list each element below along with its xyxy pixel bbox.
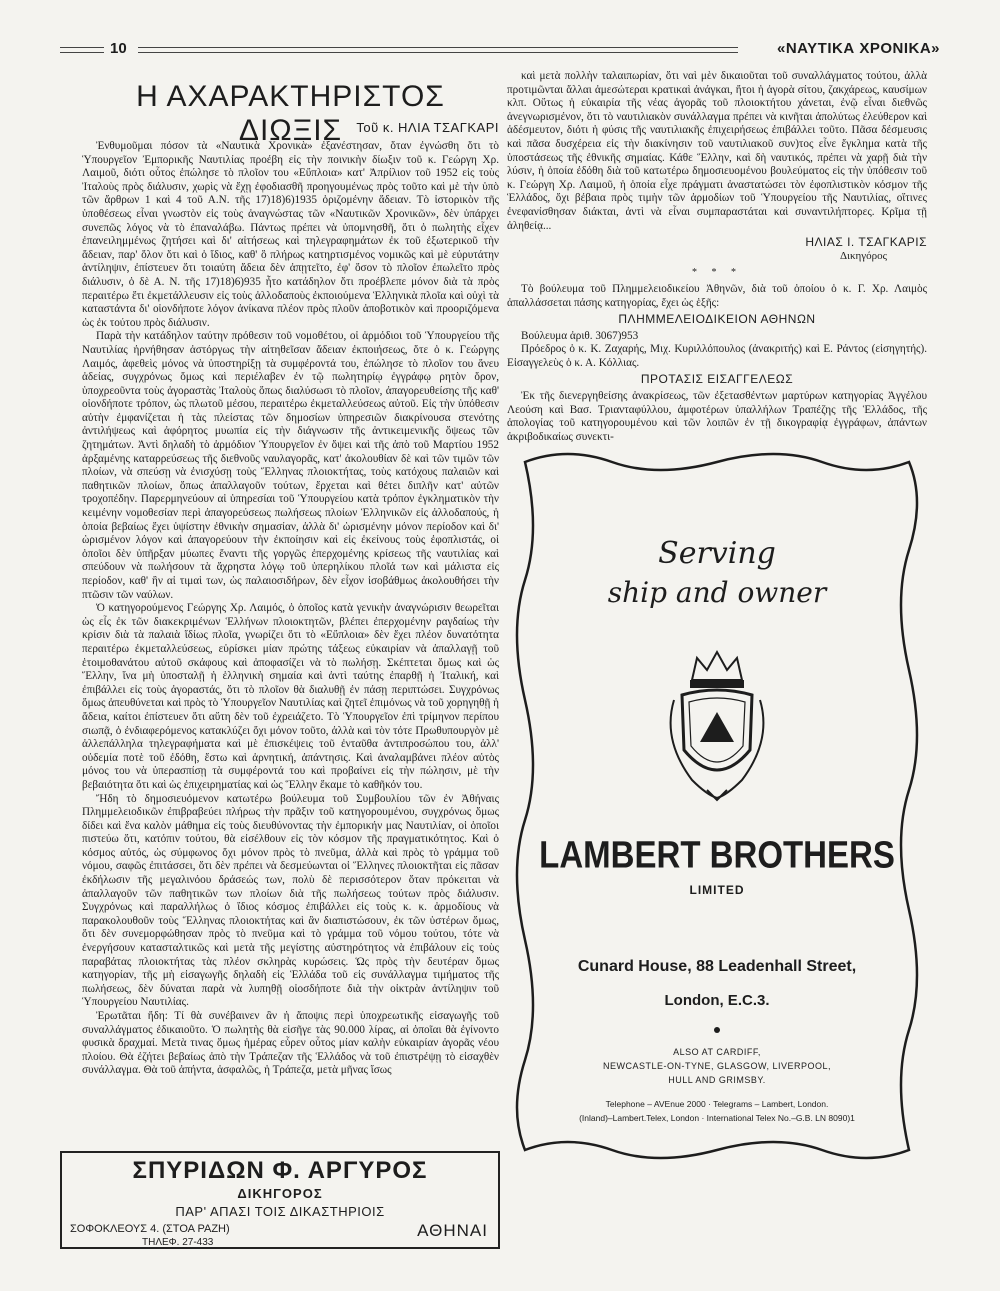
crown-anchor-emblem-icon bbox=[662, 640, 772, 810]
article-paragraph: Ἐνθυμοῦμαι πόσον τὰ «Ναυτικὰ Χρονικὰ» ἐξανέστησαν, ὅταν ἐγνώσθη ὅτι τὸ Ὑπουργεῖον Ἐμπορικῆς Ναυτιλίας προέβη εἰς τὴν ποινικὴν δίωξιν τοῦ κ. Γεώργη Χρ. Λαιμοῦ, διότι οὗτος ἐπώλησε τὸ πλοῖον του «Εὔπλοια» κατ' Ἀπρίλιον τοῦ 1952 εἰς τοὺς Ἰταλοὺς πρὸς διάλυσιν, χωρὶς νὰ ἔχῃ ἐφοδιασθῆ προηγουμένως πρὸς τοῦτο καὶ μὲ τὴν ὑπὸ τῶν ἄρθρων 1 καὶ 4 τοῦ Α.Ν. τῆς 17)18)6)1935 ὁριζομένην ἄδειαν. Τὸ ἱστορικὸν τῆς ὑποθέσεως εἶναι γνωστὸν εἰς τοὺς ἀναγνώστας τῶν «Ναυτικῶν Χρονικῶν», δὲν ὑπάρχει συνεπῶς λόγος νὰ τὸ ἐπαναλάβω. Πάντως πρέπει νὰ ὑπομνησθῆ, ὅτι ὁ πωλητὴς εἶχεν ἐπανειλημμένως ζητήσει καὶ δι' αἰτήσεως καὶ τηλεγραφημάτων ἐκ τοῦ ἐξωτερικοῦ τὴν ἄδειαν, παρ' ὅλον ὅτι καὶ ὁ ἴδιος, καθ' ὃ πλήρως κατηρτισμένος νομικῶς καὶ μὲ εὐρυτάτην ἀντίληψιν, ἐπίστευεν ὅτι τοιαύτη ἄδεια δὲν ἀπῃτεῖτο, ἐφ' ὅσον τὸ πλοῖον ἐπωλεῖτο πρὸς διάλυσιν, ὁ δὲ Α. Ν. τῆς 17)18)6)935 ἦτο κατάδηλον ὅτι προέβλεπε μόνον διὰ τὰ πρὸς περαιτέρω ἔτι ἐκμετάλλευσιν εἰς τοὺς ἀλλοδαποὺς ἐκποιούμενα Ἑλληνικὰ πλοῖα καὶ οὐχὶ τὰ καταστάντα δι' οἱονδήποτε λόγον ἀνίκανα πλέον πρὸς πλοῦν ἀποβοτικὸν καὶ προοριζόμενα ὡς ἐκ τούτου πρὸς διάλυσιν. bbox=[82, 140, 499, 329]
company-city: London, E.C.3. bbox=[664, 992, 770, 1009]
branch-cities-2: HULL AND GRIMSBY. bbox=[668, 1075, 766, 1085]
article-right-column bbox=[507, 70, 927, 443]
article-byline: Τοῦ κ. ΗΛΙΑ ΤΣΑΓΚΑΡΙ bbox=[356, 120, 499, 135]
company-name: LAMBERT BROTHERS bbox=[539, 833, 895, 876]
magazine-name: «ΝΑΥΤΙΚΑ ΧΡΟΝΙΚΑ» bbox=[777, 40, 940, 57]
slogan-line-1: Serving bbox=[658, 536, 776, 571]
page-number: 10 bbox=[110, 40, 127, 57]
lawyer-advertisement bbox=[60, 1151, 500, 1249]
decision-number: Βούλευμα ἀριθ. 3067)953 bbox=[521, 329, 639, 342]
section-separator: * * * bbox=[692, 267, 742, 279]
company-telephone: Telephone – AVEnue 2000 · Telegrams – Lambert, London. bbox=[605, 1099, 829, 1109]
bullet-dot bbox=[714, 1027, 720, 1033]
article-paragraph: Ἤδη τὸ δημοσιευόμενον κατωτέρω βούλευμα τοῦ Συμβουλίου τῶν ἐν Ἀθήναις Πλημμελειοδικῶν ἐπιβραβεύει πλήρως τὴν πρᾶξιν τοῦ κατηγορουμένου, συγχρόνως ὅμως δίδει καὶ ἕνα καλὸν μάθημα εἰς τοὺς διευθύνοντας τὴν ἐμπορικήν μας Ναυτιλίαν, οἱ ὁποῖοι πιστεύω ὅτι, κατόπιν τούτου, θὰ εἰσέλθουν εἰς τὸν κόσμον τῆς πραγματικότητος. Καὶ ὁ κόσμος αὐτός, ὡς σύμφωνος ὄχι μόνον πρὸς τὸ πνεῦμα, ἀλλὰ καὶ πρὸς τὸ γράμμα τοῦ νόμου, σαφῶς ἐπιτάσσει, ὅτι δὲν πρέπει νὰ δεσμεύωνται οἱ Ἕλληνες πλοιοκτῆται εἰς πᾶσαν ἐκδήλωσιν τῆς μεγαλινόου δράσεώς των, πολὺ δὲ περισσότερον ὅταν πρόκειται νὰ ἀπαλλαγοῦν τῶν παθητικῶν των πλοίων διὰ τῆς πωλήσεως τούτων πρὸς διάλυσιν. Συγχρόνως καὶ παραλλήλως ὁ ἴδιος κόσμος ἐπιβάλλει εἰς τοὺς κ. κ. ἁρμοδίους νὰ παρακολουθοῦν τοὺς Ἕλληνας πλοιοκτήτας καὶ ἂν διαπιστώσουν, ἐκ τῶν ὑστέρων ὅμως, ὅτι δὲν συνεμορφώθησαν πρὸς τὸ πνεῦμα καὶ τὸ γράμμα τοῦ νόμου τούτου, τότε νὰ ἐνεργήσουν κατασταλτικῶς καὶ μετὰ τῆς μεγίστης αὐστηρότητος νὰ ἐπιβάλουν εἰς τοὺς παραβάτας πλοιοκτήτας τὰς πλέον σκληρὰς κυρώσεις. Ὡς πρὸς τὴν δευτέραν ὅμως κατηγορίαν, τῆς μὴ εἰσαγωγῆς δηλαδὴ εἰς Ἑλλάδα τοῦ εἰς συνάλλαγμα τιμήματος τῆς πωλήσεως, δὲν δύναται παρὰ νὰ λυπηθῇ οἱοσδήποτε διὰ τὴν οἰκτρὰν ἀντίληψιν τοῦ Ὑπουργείου Ναυτιλίας. bbox=[82, 792, 499, 1009]
header-rule-middle bbox=[138, 47, 738, 53]
proposal-text: Ἐκ τῆς διενεργηθείσης ἀνακρίσεως, τῶν ἐξετασθέντων μαρτύρων κατηγορίας Ἀγγέλου Λεούση καὶ Βασ. Τριανταφύλλου, ἀμφοτέρων ὑπαλλήλων Τραπέζης τῆς Ἑλλάδος, τῆς ἀπολογίας τοῦ κατηγορουμένου καὶ τῶν λοιπῶν ἐν τῇ δικογραφίᾳ ἐγγράφων, ἁπάντων ἀκριβοδικαίως συνεκτι- bbox=[507, 390, 927, 443]
author-title: Δικηγόρος bbox=[839, 249, 887, 262]
article-left-column bbox=[82, 140, 499, 1155]
proposal-heading: ΠΡΟΤΑΣΙΣ ΕΙΣΑΓΓΕΛΕΩΣ bbox=[640, 372, 794, 387]
article-title: Η ΑΧΑΡΑΚΤΗΡΙΣΤΟΣ ΔΙΩΞΙΣ bbox=[136, 80, 445, 147]
company-telex: (Inland)–Lambert.Telex, London · International Telex No.–G.B. LN 8090)1 bbox=[579, 1113, 855, 1123]
branch-intro: ALSO AT CARDIFF, bbox=[673, 1047, 761, 1057]
article-paragraph: καὶ μετὰ πολλὴν ταλαιπωρίαν, ὅτι ναὶ μὲν δικαιοῦται τοῦ συναλλάγματος τούτου, ἀλλὰ προτιμῶνται ἄλλαι ἀμεσώτεραι κρατικαὶ ἀνάγκαι, ἤτοι ἡ ἀγορὰ σίτου, ζακχάρεως, καυσίμων κλπ. Οὕτως ἡ εὐκαιρία τῆς νέας ἀγορᾶς τοῦ πλοιοκτήτου χάνεται, ἐνῷ εἶναι διεθνῶς ἀνεγνωρισμένον, ὅτι τὸ ναυτιλιακὸν συνάλλαγμα πρέπει νὰ κινῆται ἀπολύτως ἐλεύθερον καὶ ἀδέσμευτον, διότι ἡ φύσις τῆς ναυτιλιακῆς ἐπιχειρήσεως ἐπιβάλλει τοῦτο. Πᾶσα δέσμευσις καὶ πᾶσα δυσχέρεια εἰς τὴν διακίνησιν τοῦ ναυτιλιακοῦ συν)τος εἶνε ἔγκλημα κατὰ τῆς ὑποστάσεως τῆς ἐθνικῆς σημαίας. Κάθε Ἕλλην, καὶ δὴ ναυτικός, πρέπει νὰ χαρῇ διὰ τὴν λύσιν, ἡ ὁποία ἐδόθη διὰ τοῦ κατωτέρω δημοσιευομένου βουλεύματος εἰς τὴν ὑπόθεσιν τοῦ κ. Γεώργη Χρ. Λαιμοῦ, ἡ ὁποία εἶχε πράγματι ἀναστατώσει τὸν ἐφοπλιστικὸν κόσμον τῆς Ἑλλάδος, ὄχι βέβαια πρὸς τιμὴν τῶν ἁρμοδίων τοῦ Ὑπουργείου τῆς Ναυτιλίας, οἵτινες ἐνεφανίσθησαν διάκται, ἀντὶ νὰ εἶναι συμπαραστάται καὶ συναντιλήπτορες. Κρῖμα τῇ ἀληθείᾳ... bbox=[507, 70, 927, 232]
page-header bbox=[60, 40, 940, 60]
slogan-line-2: ship and owner bbox=[607, 576, 827, 609]
lawyer-address: ΣΟΦΟΚΛΕΟΥΣ 4. (ΣΤΟΑ ΡΑΖΗ) bbox=[70, 1223, 230, 1235]
company-street: Cunard House, 88 Leadenhall Street, bbox=[577, 958, 857, 975]
court-heading: ΠΛΗΜΜΕΛΕΙΟΔΙΚΕΙΟΝ ΑΘΗΝΩΝ bbox=[618, 312, 816, 327]
lawyer-profession: ΔΙΚΗΓΟΡΟΣ bbox=[237, 1186, 323, 1201]
lawyer-city: ΑΘΗΝΑΙ bbox=[417, 1221, 488, 1240]
article-paragraph: Ἐρωτᾶται ἤδη: Τί θὰ συνέβαινεν ἂν ἡ ἄποψις περὶ ὑποχρεωτικῆς εἰσαγωγῆς τοῦ συναλλάγματος ἐδικαιοῦτο. Ὁ πωλητὴς θὰ εἰσῆγε τὰς 90.000 λίρας, αἱ ὁποῖαι θὰ ἐγίνοντο φυσικὰ δραχμαί. Μετὰ τινας ὅμως ἡμέρας εὗρεν οὗτος μίαν καλὴν εὐκαιρίαν ἀγορᾶς νέου πλοίου. Θὰ ἐζήτει βεβαίως ἀπὸ τὴν Τράπεζαν τῆς Ἑλλάδος νὰ τοῦ ἐπιστρέψῃ τὸ εἰσαχθὲν συνάλλαγμα. Θὰ τοῦ ἀπήντα, ἀσφαλῶς, ἡ Τράπεζα, μετὰ μῆνας ἴσως bbox=[82, 1010, 499, 1077]
article-paragraph: Ὁ κατηγορούμενος Γεώργης Χρ. Λαιμός, ὁ ὁποῖος κατὰ γενικὴν ἀναγνώρισιν θεωρεῖται ὡς εἷς ἐκ τῶν διακεκριμένων Ἑλλήνων πλοιοκτητῶν, βλέπει ἐπερχομένην ραγδαίως τὴν κρίσιν διὰ τὰ παλαιὰ ἴδίως πλοῖα, γνωρίζει ὅτι τὸ «Εὔπλοια» δὲν ἔχει πλέον δυνατότητα περαιτέρω ἐκμεταλλεύσεως, εὑρίσκει μίαν πρώτης τάξεως εὐκαιρίαν νὰ ἀπαλλαγῇ τοῦ ἑτοιμοθανάτου αὐτοῦ σκάφους καὶ ἀποφασίζει νὰ τὸ πωλήσῃ. Σκέπτεται ὅμως καὶ ὡς Ἕλλην, ἵνα μὴ ὑποσταλῇ ἡ ἑλληνικὴ σημαία καὶ ἀντὶ ταύτης ἐπαρθῇ ἡ Ἰταλική, καὶ ἐπιβάλλει εἰς τοὺς ἀγοραστάς, ὅτι τὸ πλοῖον θὰ διαλυθῇ ἐν πάσῃ περιπτώσει. Συγχρόνως ὅμως ἀπευθύνεται καὶ πρὸς τὸ Ὑπουργεῖον Ναυτιλίας καὶ ζητεῖ ἐπιμόνως νὰ τοῦ χορηγηθῇ ἡ ἄδεια, καίτοι ἐπίστευεν ὅτι αὕτη δὲν τοῦ ἐχρειάζετο. Τὸ Ὑπουργεῖον ἐπὶ τρίμηνον περίπου σιωπᾷ, ὁ ἐνδιαφερόμενος κατακλύζει ὄχι μόνον τοῦτο, ἀλλὰ καὶ τὸν τότε Πρωθυπουργὸν μὲ ἀλλεπάλληλα τηλεγραφήματα καὶ μὲ ἐπισκέψεις τοῦ ἐνταῦθα ἀντιπροσώπου του, ἀλλ' οὐδεμία ποτὲ τοῦ ἐδόθη, ἔστω καὶ ἀρνητική, ἀπάντησις. Καὶ ἀναλαμβάνει πλέον αὐτὸς μόνος του νὰ ὑπερασπίσῃ τὰ συμφέροντά του καὶ προβαίνει εἰς τὴν πώλησιν, μὲ τὴν βεβαιότητα ὅτι καὶ ὡς ἐπιχειρηματίας καὶ ὡς Ἕλλην ἔκαμε τὸ καθῆκόν του. bbox=[82, 602, 499, 791]
lambert-advertisement bbox=[507, 440, 927, 1170]
council-intro: Τὸ βούλευμα τοῦ Πλημμελειοδικείου Ἀθηνῶν, διὰ τοῦ ὁποίου ὁ κ. Γ. Χρ. Λαιμὸς ἀπαλλάσσεται πάσης κατηγορίας, ἔχει ὡς ἑξῆς: bbox=[507, 282, 927, 309]
lawyer-courts: ΠΑΡ' ΑΠΑΣΙ ΤΟΙΣ ΔΙΚΑΣΤΗΡΙΟΙΣ bbox=[175, 1204, 385, 1219]
company-limited: LIMITED bbox=[689, 883, 745, 897]
article-paragraph: Παρὰ τὴν κατάδηλον ταύτην πρόθεσιν τοῦ νομοθέτου, οἱ ἁρμόδιοι τοῦ Ὑπουργείου τῆς Ναυτιλίας ἠρνήθησαν ἀστόργως τὴν αἰτηθεῖσαν ἄδειαν ἐκποιήσεως, ὅτε ὁ κ. Γεώργης Λαιμός, ἀφεθεὶς μόνος νὰ ὑποστηρίξῃ τὰ συμφέροντά του, ἐπώλησε τὸ πλοῖον του ἄνευ ἀδείας, συγχρόνως ὅμως καὶ περιέλαβεν ἐν τῷ πωλητηρίῳ ἐγγράφῳ ρητὸν ὅρον, ὑποχρεοῦντα τοὺς ἀγοραστὰς Ἰταλοὺς ὅπως διαλύσωσι τὸ πλοῖον, ἀπαγορευθείσης τῆς καθ' οἱονδήποτε τρόπον, ὡς πλωτοῦ μέσου, περαιτέρω ἐκμεταλλεύσεως αὐτοῦ. Εἰς τὴν ὑπόθεσιν αὐτὴν ἐμφανίζεται ἡ τὰς πλείστας τῶν δημοσίων ὑπηρεσιῶν διακρίνουσα στενότης ἀντιλήψεως καὶ ἀφόρητος μυωπία εἰς τὴν διάγνωσιν τῆς ἀντικειμενικῆς ὄψεως τῶν ζητημάτων. Ἀντὶ δηλαδὴ τὸ ἁρμόδιον Ὑπουργεῖον ἐν ὄψει καὶ τῆς ἀπὸ τοῦ Μαρτίου 1952 ἀρξαμένης καταρρεύσεως τῆς διεθνοῦς ναυλαγορᾶς, κατ' ἀκολουθίαν δὲ καὶ τῶν τιμῶν τῶν πλοίων, νὰ σπεύσῃ νὰ ἐνισχύσῃ τοὺς Ἕλληνας πλοιοκτήτας, τοὺς κατόχους παλαιῶν καὶ παθητικῶν πλοίων, ὅπως ἀπαλλαγοῦν τούτων, ἔρχεται καὶ θέτει διπλῆν κατ' αὐτῶν τροχοπέδην. Παρερμηνεύουν αἱ ὑπηρεσίαι τοῦ Ὑπουργείου κατὰ τρόπον ἐγκληματικὸν τὴν κειμένην νομοθεσίαν περὶ ἀπαγορεύσεως πωλήσεως πλοίων Ἑλληνικῶν εἰς ἀλλοδαπούς, ἡ ὁποία βεβαίως ἔχει ὑψίστην ἐθνικὴν σημασίαν, ἀλλὰ δι' ὡρισμένην μόνον περίοδον καὶ δι' ὡρισμένον λόγον καὶ ἀπαγορεύουν τὴν ἐκποίησιν καὶ εἰς ἐκείνους τοὺς ἐφοπλιστάς, οἱ ὁποῖοι δὲν ὑπῆρξαν μύωπες ἔναντι τῆς γοργῶς ἐπερχομένης κρίσεως τῆς ναυτιλίας καὶ σπεύδουν νὰ πωλήσουν τὰ ἄχρηστα λόγῳ τοῦ ὑπερηλίκου πλοῖά των καὶ μάλιστα εἰς περίοδον, καθ' ἣν αἱ τιμαὶ των, ὡς παλαιοσιδήρων, δὲν εἶχον ἰσοβάθμως ἀκολουθήσει τὴν πτῶσιν τῶν ναύλων. bbox=[82, 330, 499, 601]
author-signature: ΗΛΙΑΣ Ι. ΤΣΑΓΚΑΡΙΣ bbox=[805, 235, 927, 250]
court-composition: Πρόεδρος ὁ κ. Κ. Ζαχαρής, Μιχ. Κυριλλόπουλος (ἀνακριτής) καὶ Ε. Ράντος (εἰσηγητής). Εἰσαγγελεὺς ὁ κ. Α. Κόλλιας. bbox=[507, 343, 927, 369]
lawyer-name: ΣΠΥΡΙΔΩΝ Φ. ΑΡΓΥΡΟΣ bbox=[132, 1157, 428, 1184]
header-rule-left bbox=[60, 47, 104, 53]
lawyer-phone: ΤΗΛΕΦ. 27-433 bbox=[142, 1237, 214, 1248]
branch-cities-1: NEWCASTLE-ON-TYNE, GLASGOW, LIVERPOOL, bbox=[602, 1061, 832, 1071]
